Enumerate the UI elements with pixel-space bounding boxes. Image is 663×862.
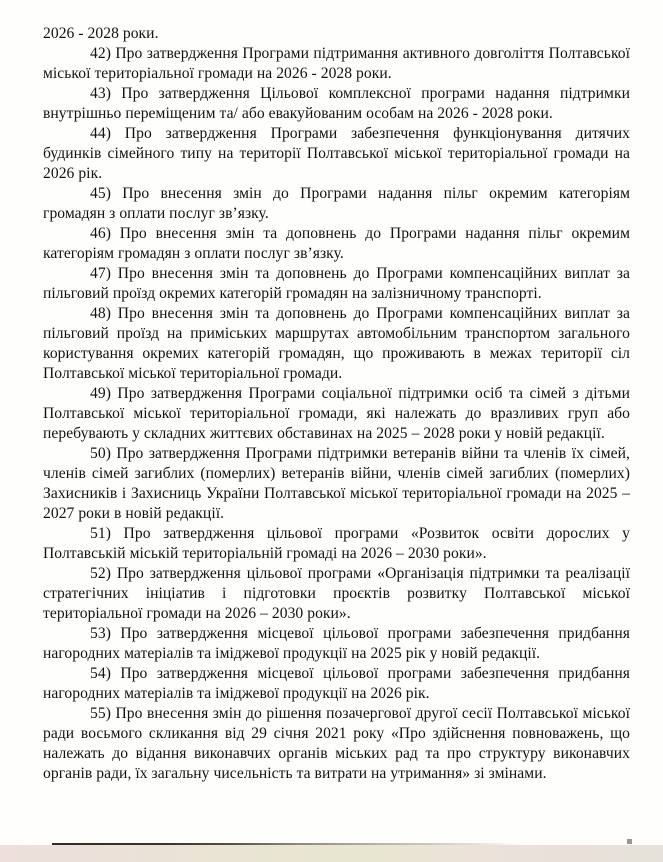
item-text: Про затвердження цільової програми «Організація підтримки та реалізації стратегічних ініціатив і підготовки проєктів розвитку Полтавської міської територіальної громади на 2026 – 2030 роки».	[43, 565, 630, 622]
item-text: Про затвердження Програми підтримки ветеранів війни та членів їх сімей, членів сімей загиблих (померлих) ветеранів війни, членів сімей загиблих (померлих) Захисників і Захисниць України Полтавської міської територіальної громади на 2025 – 2027 роки в новій редакції.	[43, 445, 630, 522]
list-item-43	[43, 84, 630, 124]
scanned-page-edge-band	[0, 845, 663, 862]
continuation-text: 2026 - 2028 роки.	[43, 25, 159, 42]
item-number: 49)	[90, 385, 111, 402]
item-number: 48)	[90, 305, 111, 322]
item-number: 55)	[90, 705, 111, 722]
item-number: 47)	[90, 265, 111, 282]
item-number: 44)	[90, 125, 111, 142]
list-item-51	[43, 524, 630, 564]
item-text: Про внесення змін та доповнень до Програми компенсаційних виплат за пільговий проїзд окремих категорій громадян на залізничному транспорті.	[43, 265, 630, 302]
scan-artifact-speck	[627, 839, 632, 844]
item-number: 53)	[90, 625, 111, 642]
item-number: 45)	[90, 185, 111, 202]
item-text: Про затвердження Програми підтримання активного довголіття Полтавської міської територіальної громади на 2026 - 2028 роки.	[43, 45, 631, 82]
list-item-53	[43, 624, 630, 664]
list-item-48	[43, 304, 630, 384]
item-text: Про внесення змін до рішення позачергової другої сесії Полтавської міської ради восьмого скликання від 29 січня 2021 року «Про здійснення повноважень, що належать до відання виконавчих органів міських рад та про структуру виконавчих органів ради, їх загальну чисельність та витрати на утримання» зі змінами.	[43, 705, 630, 782]
item-text: Про затвердження Програми забезпечення функціонування дитячих будинків сімейного типу на території Полтавської міської територіальної громади на 2026 рік.	[43, 125, 630, 182]
list-item-47	[43, 264, 630, 304]
list-item-49	[43, 384, 630, 444]
item-number: 52)	[90, 565, 111, 582]
list-item-46	[43, 224, 630, 264]
document-body	[43, 24, 630, 784]
item-text: Про внесення змін та доповнень до Програми компенсаційних виплат за пільговий проїзд на приміських маршрутах автомобільним транспортом загального користування окремих категорій громадян, що проживають в межах території сіл Полтавської міської територіальної громади.	[43, 305, 630, 382]
list-item-45	[43, 184, 630, 224]
item-number: 46)	[90, 225, 111, 242]
list-item-42	[43, 44, 630, 84]
item-number: 43)	[90, 85, 111, 102]
list-item-54	[43, 664, 630, 704]
item-number: 42)	[90, 45, 111, 62]
item-number: 50)	[90, 445, 111, 462]
item-text: Про затвердження місцевої цільової програми забезпечення придбання нагородних матеріалів та іміджевої продукції на 2025 рік у новій редакції.	[43, 625, 631, 662]
list-item-52	[43, 564, 630, 624]
item-text: Про внесення змін до Програми надання пільг окремим категоріям громадян з оплати послуг зв’язку.	[43, 185, 630, 222]
item-text: Про затвердження Програми соціальної підтримки осіб та сімей з дітьми Полтавської міської територіальної громади, які належать до вразливих груп або перебувають у складних життєвих обставинах на 2025 – 2028 роки у новій редакції.	[43, 385, 630, 442]
item-number: 54)	[90, 665, 111, 682]
item-text: Про затвердження Цільової комплексної програми надання підтримки внутрішньо переміщеним та/ або евакуйованим особам на 2026 - 2028 роки.	[43, 85, 630, 122]
list-item-55	[43, 704, 630, 784]
item-text: Про затвердження цільової програми «Розвиток освіти дорослих у Полтавській міській територіальній громаді на 2026 – 2030 роки».	[43, 525, 630, 562]
list-item-44	[43, 124, 630, 184]
list-item-50	[43, 444, 630, 524]
item-text: Про затвердження місцевої цільової програми забезпечення придбання нагородних матеріалів та іміджевої продукції на 2026 рік.	[43, 665, 631, 702]
item-number: 51)	[90, 525, 111, 542]
item-text: Про внесення змін та доповнень до Програми надання пільг окремим категоріям громадян з оплати послуг зв’язку.	[43, 225, 630, 262]
